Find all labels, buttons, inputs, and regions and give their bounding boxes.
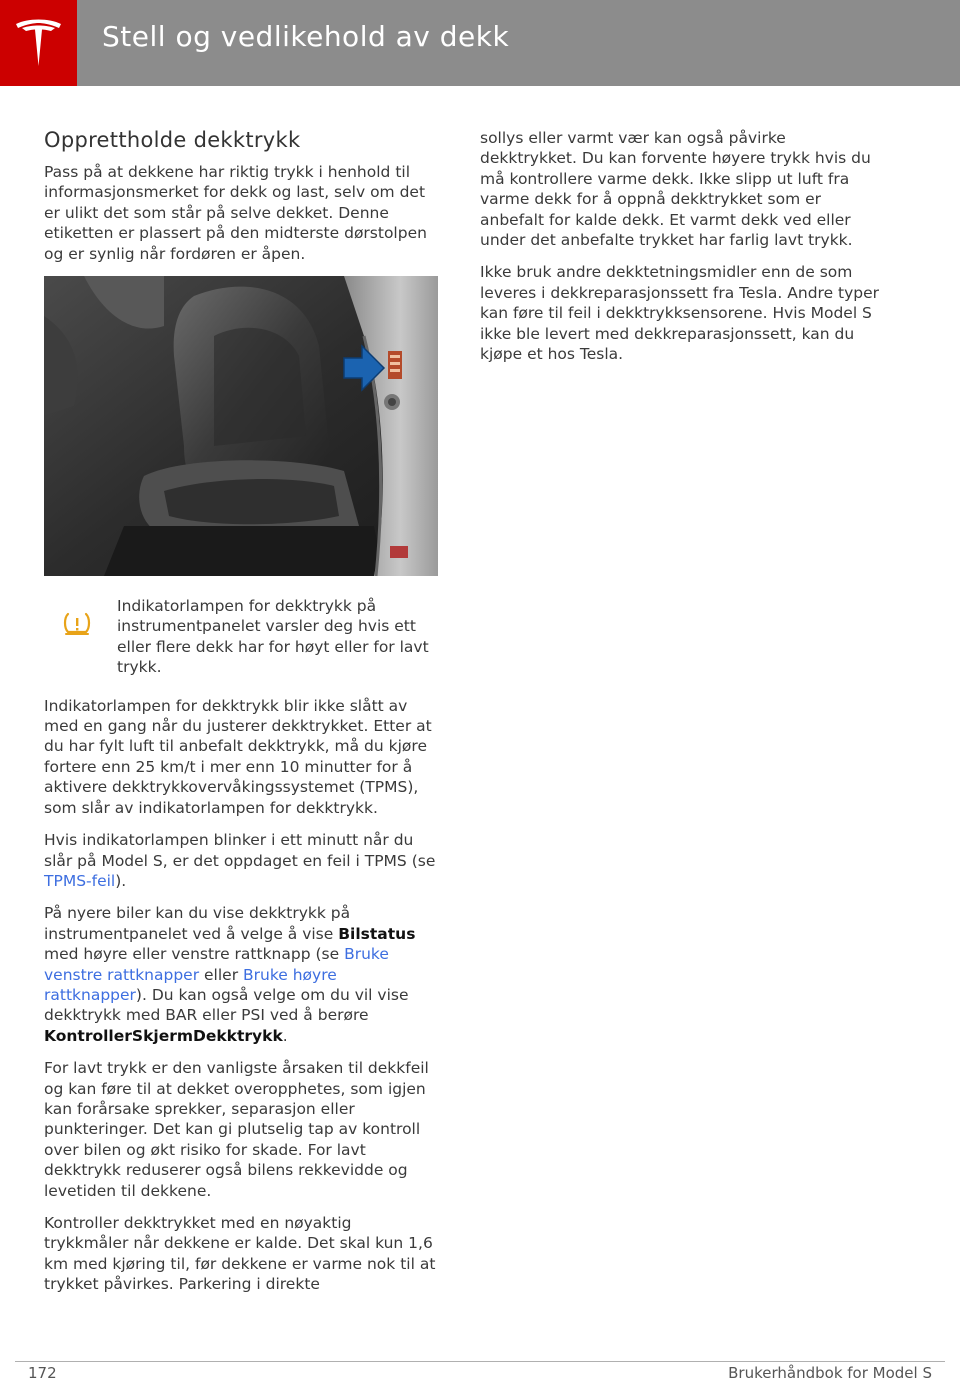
paragraph-display-pressure: På nyere biler kan du vise dekktrykk på instrumentpanelet ved å velge å vise Bilstatus med høyre eller venstre rattknapp (se Bruke venstre rattknapper eller Bruke høyre rattknapper). Du kan også velge om du vil vise dekktrykk med BAR eller PSI ved å berøre KontrollerSkjermDekktrykk. [44,904,416,1045]
bold-bilstatus: Bilstatus [338,924,416,943]
page-number: 172 [28,1364,57,1382]
intro-paragraph: Pass på at dekkene har riktig trykk i henhold til informasjonsmerket for dekk og last, selv om det er ulikt det som står på selve dekket. Denne etiketten er plassert på den midterste dørstolpen og er synlig når fordøren er åpen. [44,163,427,263]
footer-manual-title: Brukerhåndbok for Model S [728,1364,932,1382]
link-tpms-feil[interactable]: TPMS-feil [44,871,116,890]
paragraph-hot-tires: sollys eller varmt vær kan også påvirke dekktrykket. Du kan forvente høyere trykk hvis du må kontrollere varme dekk. Ikke slipp ut luft fra varme dekk for å oppnå dekktrykket som er anbefalt for kalde dekk. Et varmt dekk ved eller under det anbefalte trykket har farlig lavt trykk. [480,129,871,250]
paragraph-tpms-reset: Indikatorlampen for dekktrykk blir ikke slått av med en gang når du justerer dekktrykket. Etter at du har fylt luft til anbefalt dekktrykk, må du kjøre fortere enn 25 km/t i mer enn 10 minutter for å aktivere dekktrykkovervåkingssystemet (TPMS), som slår av indikatorlampen for dekktrykk. [44,696,432,817]
right-column [480,128,880,376]
tire-pressure-warning-icon [62,612,92,640]
link-right-scroll-buttons[interactable]: Bruke høyre rattknapper [44,965,337,1004]
paragraph-underinflation: For lavt trykk er den vanligste årsaken til dekkfeil og kan føre til at dekket overopphetes, som igjen kan forårsake sprekker, separasjon eller punkteringer. Det kan gi plutselig tap av kontroll over bilen og økt risiko for skade. For lavt dekktrykk reduserer også bilens rekkevidde og levetiden til dekkene. [44,1059,429,1200]
callout-text: Indikatorlampen for dekktrykk på instrumentpanelet varsler deg hvis ett eller flere dekk har for høyt eller for lavt trykk. [117,597,429,677]
tesla-logo-icon [14,16,63,70]
page-header [0,0,960,86]
tire-label-location-photo [44,276,438,576]
paragraph-sealants: Ikke bruk andre dekktetningsmidler enn de som leveres i dekkreparasjonssett fra Tesla. Andre typer kan føre til feil i dekktrykksensorene. Hvis Model S ikke ble levert med dekkreparasjonssett, kan du kjøpe et hos Tesla. [480,263,880,364]
bold-controls-path: KontrollerSkjermDekktrykk [44,1026,283,1045]
left-column [44,128,438,1307]
page-title: Stell og vedlikehold av dekk [102,20,510,53]
tesla-logo-box [0,0,77,86]
link-left-scroll-buttons[interactable]: Bruke venstre rattknapper [44,945,389,984]
section-heading: Opprettholde dekktrykk [44,128,301,152]
paragraph-check-cold: Kontroller dekktrykket med en nøyaktig trykkmåler når dekkene er kalde. Det skal kun 1,6 km med kjøring til, før dekkene er varme nok til at trykket påvirkes. Parkering i direkte [44,1214,436,1294]
footer-divider [15,1361,945,1362]
paragraph-tpms-fault: Hvis indikatorlampen blinker i ett minutt når du slår på Model S, er det oppdaget en feil i TPMS (se TPMS-feil). [44,831,436,890]
tpms-indicator-callout [44,596,438,678]
